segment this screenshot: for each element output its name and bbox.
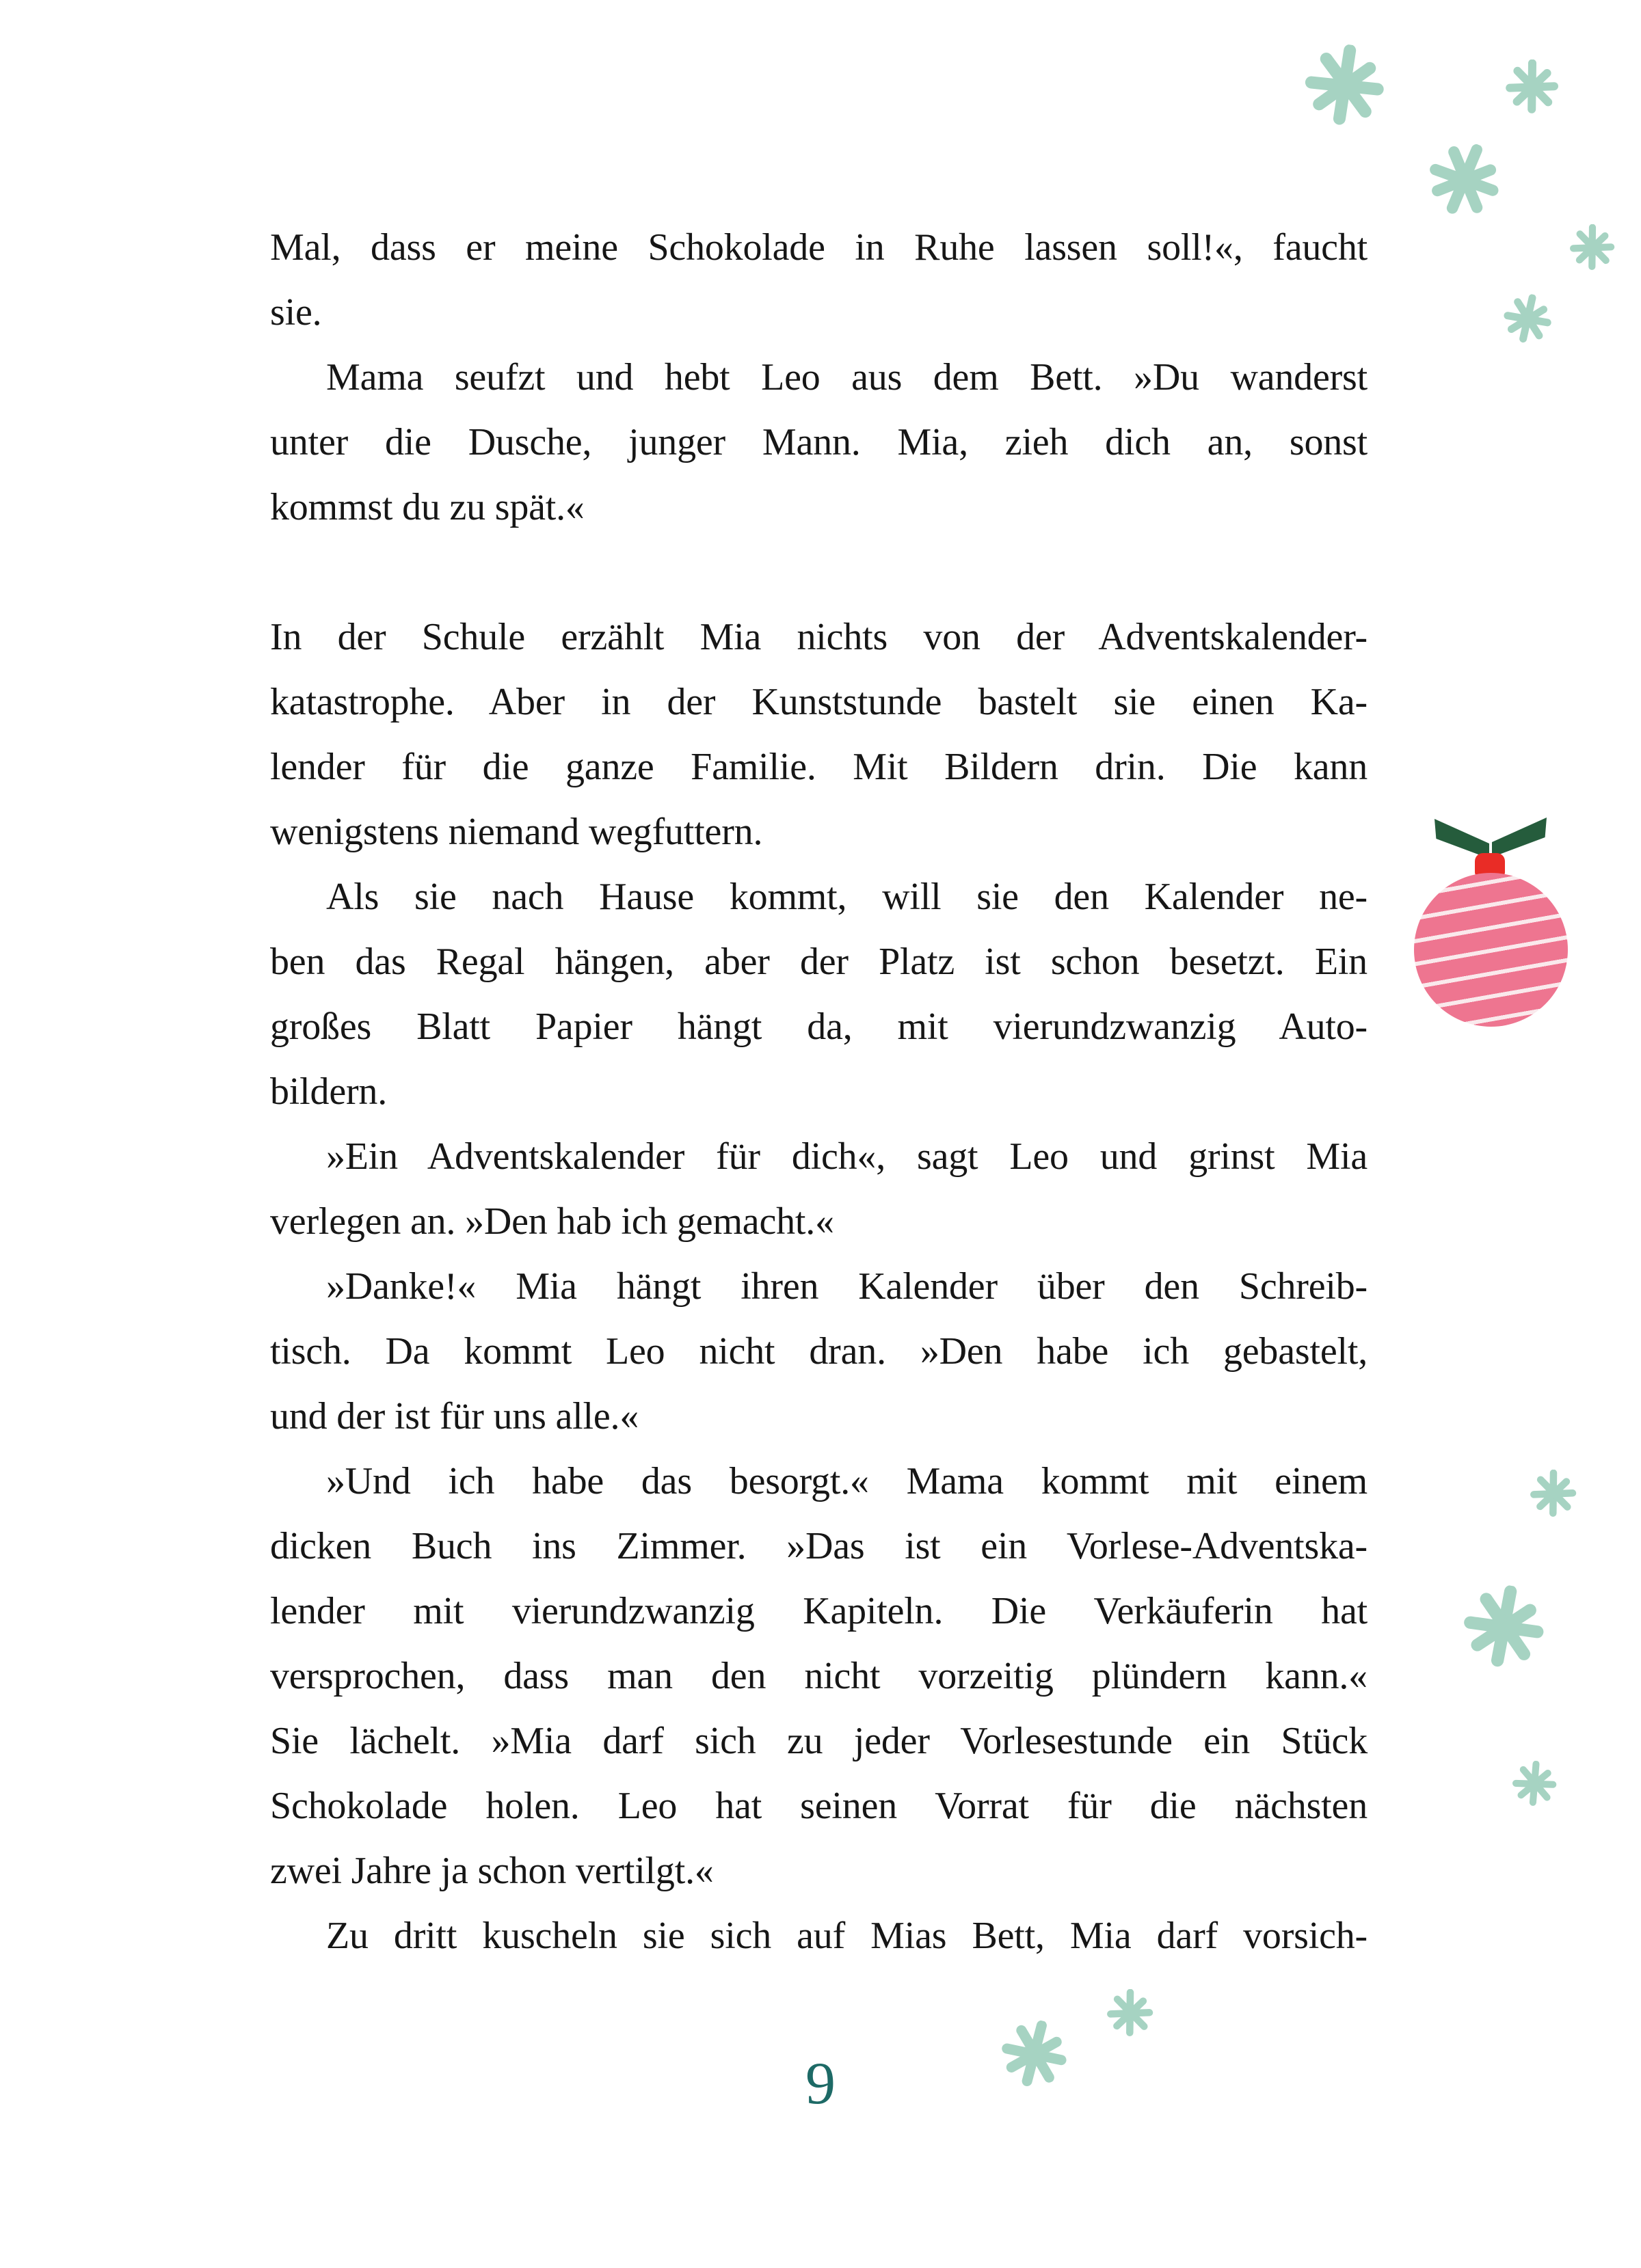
bauble-ball (1414, 873, 1568, 1027)
text-line: zwei Jahre ja schon vertilgt.« (270, 1850, 714, 1892)
page-number: 9 (805, 2051, 836, 2117)
text-line: katastrophe. Aber in der Kunststunde bastelt sie einen Ka- (270, 681, 1368, 723)
snowflake-icon (1298, 39, 1391, 132)
snowflake-icon (1456, 1578, 1552, 1675)
text-line: dicken Buch ins Zimmer. »Das ist ein Vorlese-Adventska- (270, 1525, 1368, 1567)
snowflake-icon (1505, 59, 1560, 114)
text-line: lender für die ganze Familie. Mit Bildern drin. Die kann (270, 746, 1368, 788)
text-line: Sie lächelt. »Mia darf sich zu jeder Vorlesestunde ein Stück (270, 1720, 1368, 1762)
text-line: Zu dritt kuscheln sie sich auf Mias Bett, Mia darf vorsich- (326, 1915, 1368, 1957)
text-line: »Ein Adventskalender für dich«, sagt Leo und grinst Mia (326, 1135, 1368, 1178)
text-line: In der Schule erzählt Mia nichts von der Adventskalender- (270, 616, 1368, 658)
text-line: Schokolade holen. Leo hat seinen Vorrat für die nächsten (270, 1785, 1368, 1827)
text-line: bildern. (270, 1070, 388, 1113)
snowflake-icon (1530, 1470, 1577, 1517)
text-line: und der ist für uns alle.« (270, 1395, 639, 1437)
bauble-leaf-icon (1492, 818, 1547, 857)
text-line: Mama seufzt und hebt Leo aus dem Bett. »Du wanderst (326, 356, 1368, 399)
snowflake-icon (1569, 224, 1616, 271)
body-text (270, 215, 1368, 1969)
text-line: sie. (270, 291, 322, 334)
text-line: kommst du zu spät.« (270, 486, 585, 528)
text-line: »Und ich habe das besorgt.« Mama kommt mit einem (326, 1460, 1368, 1502)
snowflake-icon (1510, 1759, 1560, 1809)
text-line: wenigstens niemand wegfuttern. (270, 811, 763, 853)
text-line: »Danke!« Mia hängt ihren Kalender über den Schreib- (326, 1265, 1368, 1308)
snowflake-icon (1106, 1989, 1154, 2037)
text-line: unter die Dusche, junger Mann. Mia, zieh dich an, sonst (270, 421, 1368, 463)
text-line: lender mit vierundzwanzig Kapiteln. Die Verkäuferin hat (270, 1590, 1368, 1632)
text-line: versprochen, dass man den nicht vorzeitig plündern kann.« (270, 1655, 1368, 1697)
text-line: ben das Regal hängen, aber der Platz ist schon besetzt. Ein (270, 941, 1368, 983)
snowflake-icon (1498, 289, 1558, 349)
text-line: verlegen an. »Den hab ich gemacht.« (270, 1200, 834, 1243)
text-line: Mal, dass er meine Schokolade in Ruhe lassen soll!«, faucht (270, 226, 1368, 269)
snowflake-icon (1415, 131, 1513, 228)
text-line: Als sie nach Hause kommt, will sie den Kalender ne- (326, 876, 1368, 918)
christmas-bauble-icon (1409, 815, 1573, 1034)
text-line: großes Blatt Papier hängt da, mit vierundzwanzig Auto- (270, 1005, 1368, 1048)
text-line: tisch. Da kommt Leo nicht dran. »Den habe ich gebastelt, (270, 1330, 1368, 1373)
